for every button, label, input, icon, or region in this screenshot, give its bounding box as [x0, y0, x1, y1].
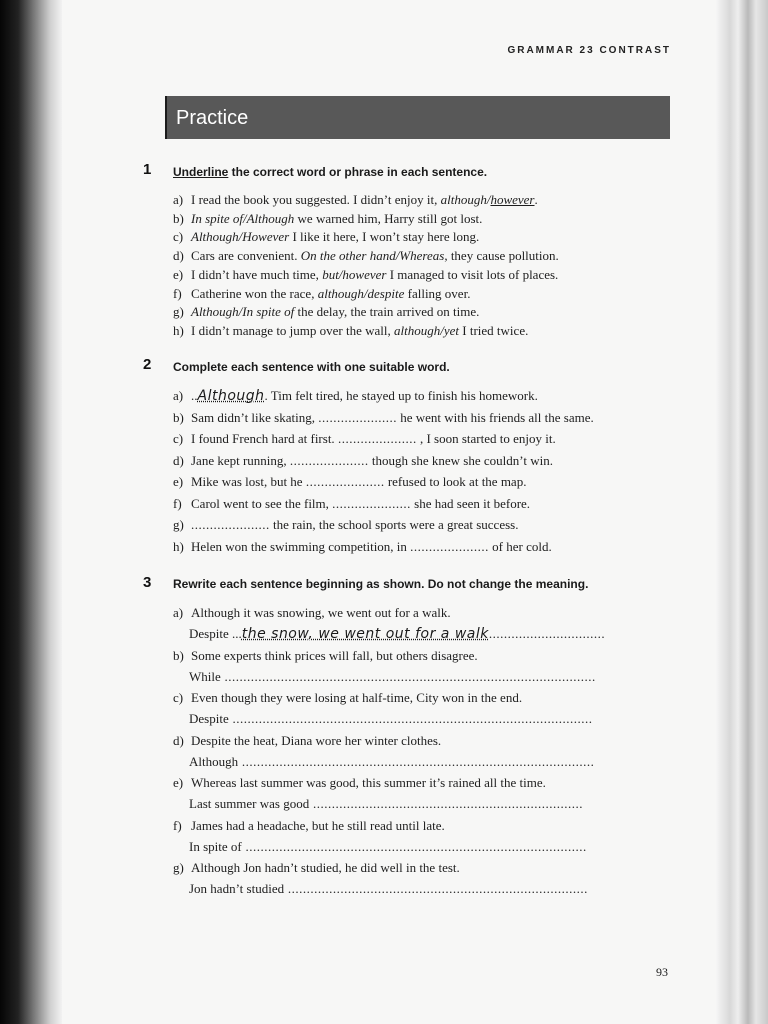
- sentence-part: although/yet: [394, 322, 460, 338]
- item-label: b): [173, 409, 184, 425]
- sentence-start: ..: [191, 388, 198, 403]
- sentence-part: Catherine won the race,: [191, 285, 318, 301]
- sentence-end: the rain, the school sports were a great success.: [269, 517, 519, 532]
- item-label: f): [173, 495, 182, 511]
- original-sentence: James had a headache, but he still read until late.: [191, 817, 445, 833]
- item-label: f): [173, 285, 182, 301]
- practice-banner: [165, 96, 670, 139]
- rewrite-start: Although: [189, 753, 239, 769]
- answer-blank: .....................: [305, 474, 385, 489]
- sentence-part: .: [534, 192, 538, 207]
- ex2-sentence: [173, 496, 530, 512]
- ex3-sentence: [173, 605, 451, 621]
- sentence-start: Sam didn’t like skating,: [191, 409, 319, 425]
- item-label: a): [173, 605, 184, 620]
- exercise-3-instruction: Rewrite each sentence beginning as shown. Do not change the meaning.: [173, 577, 589, 591]
- page-edges: [716, 0, 768, 1024]
- ex1-sentence: [173, 323, 528, 339]
- answer-blank: ...........................................................................................: [241, 838, 587, 854]
- instruction-rest: the correct word or phrase in each sentence.: [228, 165, 488, 179]
- ex2-sentence: [173, 539, 552, 555]
- answer-blank: .....................: [191, 517, 270, 532]
- ex2-sentence: [173, 474, 526, 490]
- original-sentence: Although Jon hadn’t studied, he did well in the test.: [191, 860, 460, 875]
- rewrite-start: Despite ...: [189, 626, 242, 641]
- item-label: b): [173, 210, 184, 226]
- sentence-end: , I soon started to enjoy it.: [416, 431, 556, 446]
- item-label: c): [173, 690, 184, 705]
- sentence-end: he went with his friends all the same.: [396, 409, 594, 425]
- answer-blank: ................................................................................: [284, 881, 588, 896]
- page-number: 93: [656, 965, 668, 979]
- item-label: e): [173, 775, 184, 790]
- rewrite-start: Jon hadn’t studied: [189, 881, 285, 896]
- book-spine-shadow: [0, 0, 62, 1024]
- ex2-sentence: [173, 388, 538, 404]
- item-label: d): [173, 452, 184, 468]
- original-sentence: Despite the heat, Diana wore her winter clothes.: [191, 732, 442, 748]
- ex1-sentence: [173, 192, 538, 208]
- item-label: g): [173, 517, 184, 532]
- ex1-sentence: [173, 267, 558, 283]
- item-label: b): [173, 647, 184, 663]
- item-label: h): [173, 322, 184, 338]
- sentence-part: , they cause pollution.: [444, 248, 559, 264]
- answer-blank: ................................................................................................: [228, 711, 593, 726]
- exercise-3-number: 3: [143, 574, 152, 591]
- ex3-rewrite-line: [189, 881, 588, 897]
- sentence-part: I read the book you suggested. I didn’t enjoy it,: [191, 192, 441, 207]
- ex3-sentence: [173, 733, 441, 749]
- exercise-1-number: 1: [143, 161, 152, 178]
- sentence-start: Carol went to see the film,: [191, 495, 333, 511]
- sentence-part: Although/In spite of: [191, 304, 295, 320]
- sentence-end: . Tim felt tired, he stayed up to finish his homework.: [264, 388, 538, 403]
- sentence-part: however: [490, 192, 535, 207]
- sentence-part: falling over.: [404, 285, 471, 301]
- ex3-rewrite-line: [189, 796, 583, 812]
- item-label: e): [173, 266, 184, 282]
- ex3-sentence: [173, 690, 522, 706]
- item-label: g): [173, 860, 184, 875]
- item-label: c): [173, 229, 184, 245]
- answer-blank: ...................................................................................................: [220, 668, 596, 684]
- sentence-start: Jane kept running,: [191, 452, 290, 468]
- sentence-part: although/: [440, 192, 491, 207]
- item-label: e): [173, 474, 184, 489]
- sentence-start: Mike was lost, but he: [191, 474, 306, 489]
- sentence-part: I managed to visit lots of places.: [386, 266, 559, 282]
- ex3-sentence: [173, 648, 478, 664]
- rewrite-start: In spite of: [189, 838, 242, 854]
- ex3-sentence: [173, 775, 546, 791]
- sentence-part: but/however: [322, 266, 387, 282]
- answer-blank: ........................................................................: [309, 796, 583, 811]
- original-sentence: Some experts think prices will fall, but others disagree.: [191, 647, 478, 663]
- answer-blank: .....................: [337, 431, 417, 446]
- rewrite-start: While: [189, 668, 221, 684]
- rewrite-start: Last summer was good: [189, 796, 310, 811]
- rewrite-start: Despite: [189, 711, 229, 726]
- ex3-rewrite-line: [189, 711, 592, 727]
- exercise-2-instruction: Complete each sentence with one suitable word.: [173, 360, 450, 374]
- ex3-rewrite-line: [189, 669, 596, 685]
- original-sentence: Whereas last summer was good, this summer it’s rained all the time.: [191, 775, 546, 790]
- ex3-sentence: [173, 818, 445, 834]
- instruction-underline-word: Underline: [173, 165, 229, 179]
- item-label: h): [173, 538, 184, 554]
- sentence-part: I didn’t have much time,: [191, 266, 323, 282]
- sentence-part: Although/However: [191, 229, 290, 245]
- answer-blank: .....................: [332, 495, 411, 511]
- sentence-part: Cars are convenient.: [191, 248, 301, 264]
- item-label: c): [173, 431, 184, 446]
- sentence-part: On the other hand/Whereas: [300, 248, 445, 264]
- sentence-part: I tried twice.: [459, 322, 529, 338]
- sentence-end: though she knew she couldn’t win.: [368, 452, 553, 468]
- sentence-part: the delay, the train arrived on time.: [294, 304, 480, 320]
- answer-blank: ..............................................................................................: [238, 753, 595, 769]
- original-sentence: Although it was snowing, we went out for a walk.: [191, 605, 451, 620]
- sentence-end: she had seen it before.: [410, 495, 531, 511]
- answer-blank: ...............................: [488, 626, 606, 641]
- ex1-sentence: [173, 229, 479, 245]
- sentence-end: of her cold.: [488, 538, 552, 554]
- ex3-rewrite-line: [189, 839, 587, 855]
- item-label: a): [173, 388, 184, 403]
- sentence-part: I like it here, I won’t stay here long.: [289, 229, 480, 245]
- item-label: d): [173, 248, 184, 264]
- answer-blank: .....................: [410, 538, 489, 554]
- ex2-sentence: [173, 453, 553, 469]
- ex2-sentence: [173, 410, 594, 426]
- sentence-start: I found French hard at first.: [191, 431, 338, 446]
- item-label: a): [173, 192, 184, 207]
- item-label: f): [173, 817, 182, 833]
- sentence-end: refused to look at the map.: [384, 474, 527, 489]
- banner-title: Practice: [176, 107, 249, 129]
- item-label: d): [173, 732, 184, 748]
- sentence-part: I didn’t manage to jump over the wall,: [191, 322, 395, 338]
- answer-blank: .....................: [318, 409, 397, 425]
- exercise-1-instruction: [173, 165, 487, 179]
- answer-blank: .....................: [289, 452, 369, 468]
- ex1-sentence: [173, 304, 479, 320]
- sentence-part: we warned him, Harry still got lost.: [294, 210, 483, 226]
- ex1-sentence: [173, 286, 470, 302]
- ex3-rewrite-line: [189, 626, 605, 642]
- ex2-sentence: [173, 431, 556, 447]
- handwritten-answer: the snow, we went out for a walk: [241, 626, 489, 642]
- item-label: g): [173, 304, 184, 320]
- exercise-2-number: 2: [143, 356, 152, 373]
- sentence-part: although/despite: [317, 285, 405, 301]
- sentence-part: In spite of/Although: [191, 210, 295, 226]
- original-sentence: Even though they were losing at half-time, City won in the end.: [191, 690, 523, 705]
- ex1-sentence: [173, 211, 482, 227]
- ex3-rewrite-line: [189, 754, 594, 770]
- ex1-sentence: [173, 248, 559, 264]
- ex2-sentence: [173, 517, 518, 533]
- handwritten-answer: Although: [197, 388, 265, 404]
- ex3-sentence: [173, 860, 460, 876]
- running-head: GRAMMAR 23 CONTRAST: [507, 45, 671, 56]
- sentence-start: Helen won the swimming competition, in: [191, 538, 411, 554]
